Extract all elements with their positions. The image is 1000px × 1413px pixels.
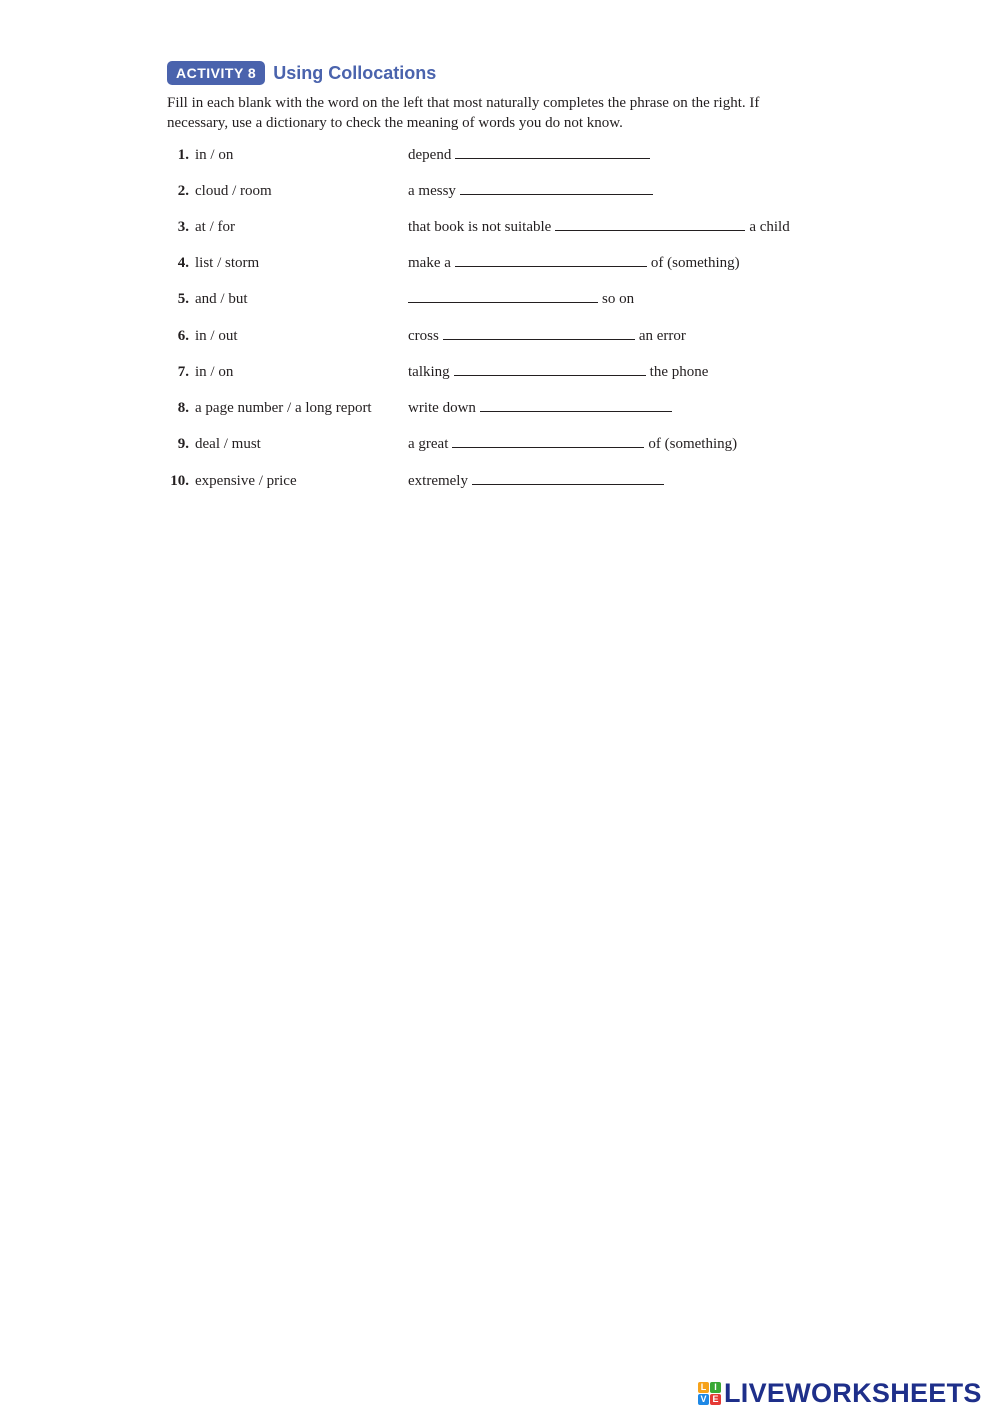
phrase-before: make a (408, 255, 451, 271)
exercise-item (167, 470, 827, 492)
phrase-after: an error (638, 328, 686, 344)
item-options: a page number / a long report (195, 400, 372, 416)
phrase-after: the phone (649, 364, 709, 380)
answer-blank[interactable] (480, 410, 672, 412)
exercise-item (167, 144, 827, 166)
answer-blank[interactable] (443, 338, 635, 340)
item-number: 8. (177, 400, 189, 416)
answer-blank[interactable] (455, 157, 650, 159)
item-number: 2. (177, 183, 189, 199)
phrase-before: depend (408, 147, 452, 163)
item-number: 7. (177, 364, 189, 380)
item-phrase (408, 397, 676, 419)
item-number: 6. (177, 328, 189, 344)
item-phrase (408, 325, 686, 347)
exercise-item (167, 397, 827, 419)
item-options: list / storm (195, 255, 260, 271)
exercise-item (167, 325, 827, 347)
logo-mark-letter: L (698, 1382, 709, 1393)
logo-mark-icon (698, 1382, 721, 1405)
phrase-after: so on (602, 291, 635, 307)
item-number: 4. (177, 255, 189, 271)
item-options: at / for (195, 219, 235, 235)
phrase-before: talking (408, 364, 450, 380)
exercise-item (167, 433, 827, 455)
logo-mark-letter: I (710, 1382, 721, 1393)
phrase-before: write down (408, 400, 476, 416)
item-phrase (408, 288, 634, 310)
item-options: deal / must (195, 436, 261, 452)
activity-badge: ACTIVITY 8 (167, 61, 265, 85)
instructions: Fill in each blank with the word on the left that most naturally completes the phrase on the right. If necessary, use a dictionary to check the meaning of words you do not know. (167, 95, 760, 131)
exercise-item (167, 216, 827, 238)
phrase-before: cross (408, 328, 439, 344)
item-options: cloud / room (195, 183, 272, 199)
item-options: in / on (195, 364, 234, 380)
phrase-after: a child (749, 219, 790, 235)
item-options: expensive / price (195, 473, 297, 489)
item-number: 10. (170, 473, 189, 489)
exercise-item (167, 288, 827, 310)
item-phrase (408, 433, 737, 455)
phrase-before: that book is not suitable (408, 219, 552, 235)
answer-blank[interactable] (452, 446, 644, 448)
exercise-item (167, 252, 827, 274)
item-options: in / out (195, 328, 238, 344)
phrase-before: extremely (408, 473, 468, 489)
item-phrase (408, 180, 657, 202)
phrase-after: of (something) (648, 436, 738, 452)
logo-mark-letter: E (710, 1394, 721, 1405)
answer-blank[interactable] (460, 193, 653, 195)
answer-blank[interactable] (454, 374, 646, 376)
item-options: in / on (195, 147, 234, 163)
item-options: and / but (195, 291, 248, 307)
answer-blank[interactable] (555, 229, 745, 231)
exercise-item (167, 180, 827, 202)
phrase-before: a great (408, 436, 449, 452)
item-number: 5. (177, 291, 189, 307)
item-number: 9. (177, 436, 189, 452)
item-phrase (408, 144, 654, 166)
item-number: 3. (177, 219, 189, 235)
phrase-before: a messy (408, 183, 456, 199)
phrase-after: of (something) (650, 255, 740, 271)
activity-header (167, 60, 436, 86)
liveworksheets-logo (698, 1378, 982, 1408)
activity-title: Using Collocations (273, 62, 437, 83)
logo-text: LIVEWORKSHEETS (724, 1377, 982, 1408)
item-phrase (408, 470, 668, 492)
item-phrase (408, 361, 708, 383)
answer-blank[interactable] (455, 265, 647, 267)
item-phrase (408, 216, 790, 238)
answer-blank[interactable] (472, 483, 664, 485)
item-phrase (408, 252, 740, 274)
answer-blank[interactable] (408, 301, 598, 303)
exercise-item (167, 361, 827, 383)
item-number: 1. (177, 147, 189, 163)
logo-mark-letter: V (698, 1394, 709, 1405)
